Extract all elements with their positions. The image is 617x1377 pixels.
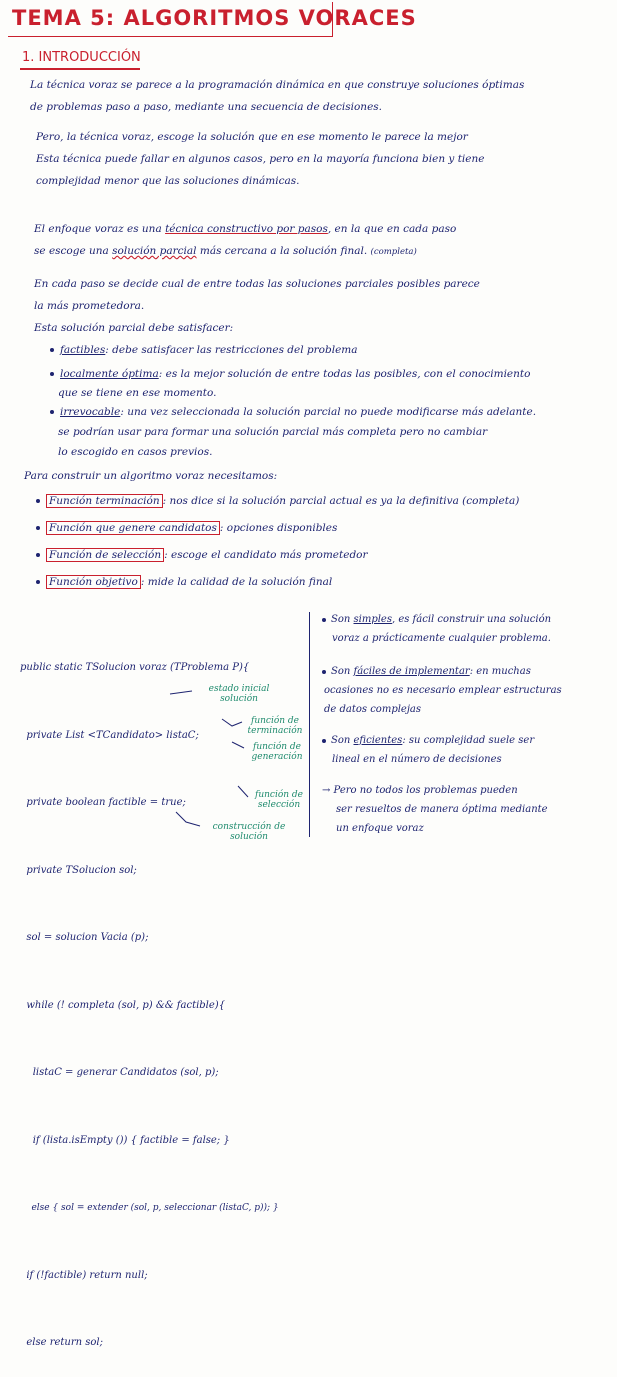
side-note: Son fáciles de implementar: en muchas — [322, 662, 612, 681]
list-item: localmente óptima: es la mejor solución de entre todas las posibles, con el conocimiento — [50, 363, 610, 385]
section-heading: 1. INTRODUCCIÓN — [22, 50, 141, 65]
vertical-divider — [309, 612, 310, 837]
page-title: TEMA 5: ALGORITMOS VORACES — [12, 6, 417, 30]
list-item: Función terminación : nos dice si la solución parcial actual es ya la definitiva (completa) — [36, 488, 611, 515]
code-line: else { sol = extender (sol, p, seleccionar (listaC, p)); } — [20, 1203, 279, 1213]
constructive-term: técnica constructivo por pasos — [165, 223, 328, 235]
code-line: private List <TCandidato> listaC; — [20, 729, 199, 741]
list-item: Función que genere candidatos : opciones disponibles — [36, 515, 611, 542]
note-initial-state: estado inicial solución — [208, 684, 270, 704]
objective-box: Función objetivo — [46, 575, 141, 589]
side-note: → Pero no todos los problemas pueden — [322, 785, 518, 796]
code-line: listaC = generar Candidatos (sol, p); — [20, 1067, 219, 1078]
list-item: Función de selección : escoge el candidato más prometedor — [36, 542, 611, 569]
intro-paragraph-1: La técnica voraz se parece a la programación dinámica en que construye soluciones óptimas de problemas paso a paso, mediante una secuencia de decisiones. — [30, 79, 525, 113]
side-note: Son eficientes: su complejidad suele ser — [322, 731, 612, 750]
intro-paragraph-2: Pero, la técnica voraz, escoge la solución que en ese momento le parece la mejor Esta técnica puede fallar en algunos casos, pero en la mayoría funciona bien y tiene complejidad menor que las soluciones dinámicas. — [36, 131, 485, 187]
note-selection: función de selección — [254, 790, 303, 810]
code-line: public static TSolucion voraz (TProblema P){ — [20, 662, 250, 673]
properties-list: factibles: debe satisfacer las restricciones del problema localmente óptima: es la mejor solución de entre todas las posibles, con el conocimiento que se tiene en ese momento. irrevocable: una vez seleccionada la solución parcial no puede modificarse más adelante. se podrían usar para formar una solución parcial más completa pero no cambiar lo escogido en casos previos. — [50, 339, 610, 463]
code-line: while (! completa (sol, p) && factible){ — [20, 999, 226, 1011]
intro-paragraph-3: El enfoque voraz es una técnica constructivo por pasos, en la que en cada paso se escoge una solución parcial más cercana a la solución final. (completa) — [34, 223, 457, 257]
selection-box: Función de selección — [46, 548, 164, 562]
build-intro: Para construir un algoritmo voraz necesitamos: — [24, 470, 278, 482]
code-line: if (lista.isEmpty ()) { factible = false; } — [20, 1134, 230, 1146]
code-line: if (!factible) return null; — [20, 1269, 148, 1281]
side-note: Son simples, es fácil construir una solución — [322, 610, 612, 629]
intro-paragraph-4: En cada paso se decide cual de entre todas las soluciones parciales posibles parece la más prometedora. Esta solución parcial debe satisfacer: — [34, 278, 480, 334]
termination-box: Función terminación — [46, 494, 163, 508]
partial-solution-term: solución parcial — [112, 245, 197, 257]
list-item: Función objetivo : mide la calidad de la solución final — [36, 569, 611, 596]
list-item: factibles: debe satisfacer las restricciones del problema — [50, 339, 610, 361]
code-line: else return sol; — [20, 1337, 103, 1348]
side-notes: Son simples, es fácil construir una solución voraz a prácticamente cualquier problema. Son fáciles de implementar: en muchas ocasiones no es necesario emplear estructuras de datos complejas Son eficientes: su complejidad suele ser lineal en el número de decisiones → Pero no todos los problemas pueden ser resueltos de manera óptima mediante un enfoque voraz — [322, 610, 612, 838]
note-termination: función de terminación — [247, 716, 303, 736]
code-line: private boolean factible = true; — [20, 797, 186, 808]
list-item: irrevocable: una vez seleccionada la solución parcial no puede modificarse más adelante. — [50, 401, 610, 423]
note-generation: función de generación — [251, 742, 303, 762]
candidates-box: Función que genere candidatos — [46, 521, 220, 535]
note-construction: construcción de solución — [212, 822, 286, 842]
code-line: private TSolucion sol; — [20, 864, 137, 876]
code-line: sol = solucion Vacia (p); — [20, 932, 149, 943]
